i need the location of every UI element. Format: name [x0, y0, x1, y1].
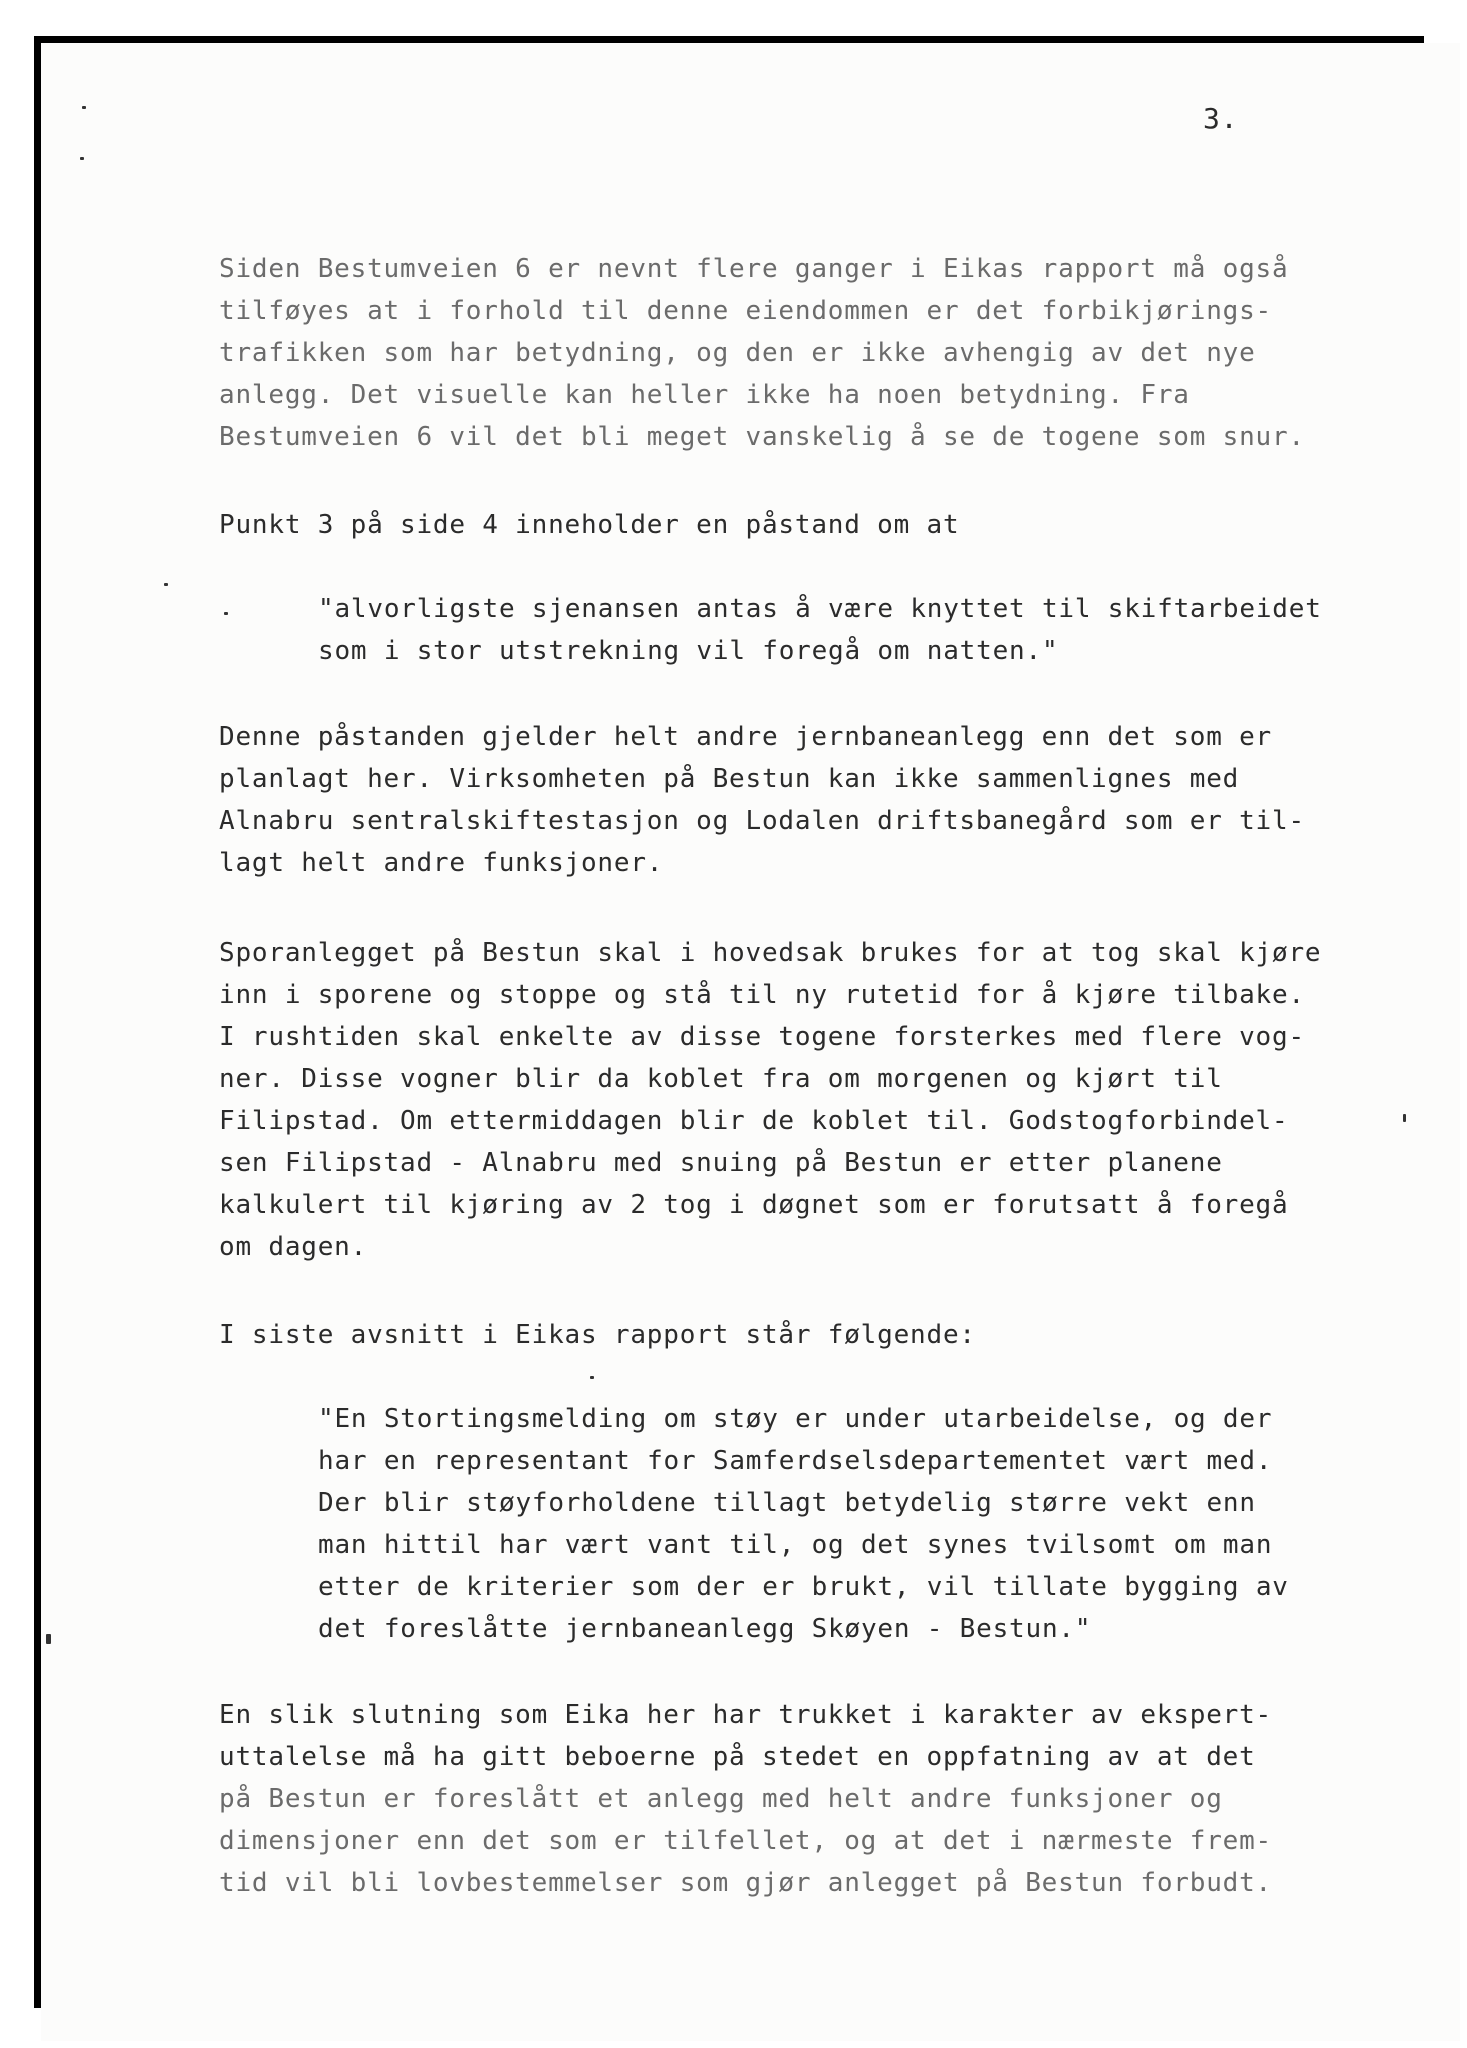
paragraph-jernbaneanlegg — [219, 716, 1305, 884]
text-line: Punkt 3 på side 4 inneholder en påstand om at — [219, 510, 960, 540]
text-line: I rushtiden skal enkelte av disse togene forsterkes med flere vog- — [219, 1022, 1305, 1052]
text-line: det foreslåtte jernbaneanlegg Skøyen - Bestun." — [318, 1614, 1092, 1644]
scan-speck — [1403, 1114, 1406, 1122]
scan-speck — [164, 583, 168, 586]
paragraph-bestumveien — [219, 248, 1305, 458]
text-line: trafikken som har betydning, og den er ikke avhengig av det nye — [219, 338, 1256, 368]
text-line: Bestumveien 6 vil det bli meget vanskelig å se de togene som snur. — [219, 422, 1305, 452]
text-line: I siste avsnitt i Eikas rapport står følgende: — [219, 1320, 976, 1350]
scan-speck — [46, 1634, 51, 1644]
text-line: "En Stortingsmelding om støy er under utarbeidelse, og der — [318, 1404, 1273, 1434]
text-line: "alvorligste sjenansen antas å være knyttet til skiftarbeidet — [318, 594, 1322, 624]
text-line: Filipstad. Om ettermiddagen blir de koblet til. Godstogforbindel- — [219, 1106, 1289, 1136]
text-line: Sporanlegget på Bestun skal i hovedsak brukes for at tog skal kjøre — [219, 938, 1322, 968]
text-line: om dagen. — [219, 1232, 368, 1262]
text-line: tid vil bli lovbestemmelser som gjør anlegget på Bestun forbudt. — [219, 1868, 1273, 1898]
text-line: anlegg. Det visuelle kan heller ikke ha noen betydning. Fra — [219, 380, 1190, 410]
text-line: uttalelse må ha gitt beboerne på stedet en oppfatning av at det — [219, 1742, 1256, 1772]
text-line: på Bestun er foreslått et anlegg med helt andre funksjoner og — [219, 1784, 1223, 1814]
text-line: Der blir støyforholdene tillagt betydelig større vekt enn — [318, 1488, 1256, 1518]
text-line: lagt helt andre funksjoner. — [219, 848, 664, 878]
paragraph-sporanlegget — [219, 932, 1321, 1268]
text-line: har en representant for Samferdselsdepartementet vært med. — [318, 1446, 1273, 1476]
paragraph-punkt-3 — [219, 504, 959, 546]
text-line: Denne påstanden gjelder helt andre jernbaneanlegg enn det som er — [219, 722, 1273, 752]
scan-speck — [80, 157, 84, 160]
scan-speck — [590, 1376, 594, 1379]
text-line: inn i sporene og stoppe og stå til ny rutetid for å kjøre tilbake. — [219, 980, 1305, 1010]
text-line: Siden Bestumveien 6 er nevnt flere ganger i Eikas rapport må også — [219, 254, 1289, 284]
text-line: Alnabru sentralskiftestasjon og Lodalen driftsbanegård som er til- — [219, 806, 1305, 836]
text-line: dimensjoner enn det som er tilfellet, og at det i nærmeste frem- — [219, 1826, 1273, 1856]
text-line: ner. Disse vogner blir da koblet fra om morgenen og kjørt til — [219, 1064, 1223, 1094]
page-number: 3. — [1203, 102, 1239, 135]
scan-speck — [224, 612, 228, 615]
text-line: sen Filipstad - Alnabru med snuing på Bestun er etter planene — [219, 1148, 1223, 1178]
text-line: som i stor utstrekning vil foregå om natten." — [318, 636, 1059, 666]
quote-skiftarbeid — [318, 588, 1322, 672]
text-line: planlagt her. Virksomheten på Bestun kan ikke sammenlignes med — [219, 764, 1240, 794]
text-line: En slik slutning som Eika her har trukket i karakter av ekspert- — [219, 1700, 1273, 1730]
paragraph-siste-avsnitt — [219, 1314, 976, 1356]
scan-speck — [82, 106, 86, 109]
paragraph-slutning — [219, 1694, 1272, 1904]
text-line: etter de kriterier som der er brukt, vil tillate bygging av — [318, 1572, 1289, 1602]
quote-stortingsmelding — [318, 1398, 1289, 1650]
text-line: man hittil har vært vant til, og det synes tvilsomt om man — [318, 1530, 1273, 1560]
text-line: kalkulert til kjøring av 2 tog i døgnet som er forutsatt å foregå — [219, 1190, 1289, 1220]
text-line: tilføyes at i forhold til denne eiendommen er det forbikjørings- — [219, 296, 1273, 326]
